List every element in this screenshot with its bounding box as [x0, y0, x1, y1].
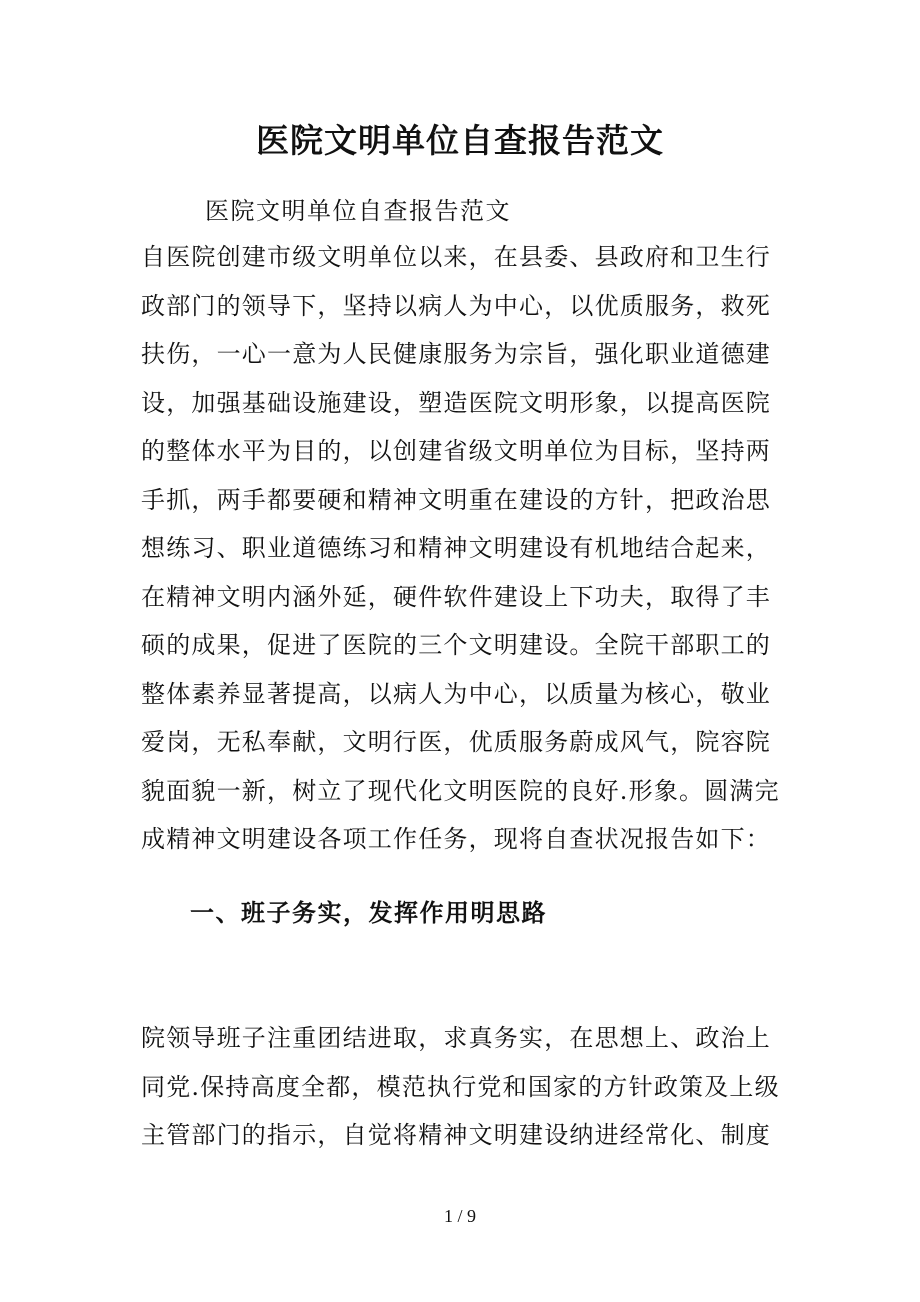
text-line: 成精神文明建设各项工作任务，现将自查状况报告如下：	[141, 825, 771, 853]
document-subtitle: 医院文明单位自查报告范文	[205, 197, 511, 225]
section-heading: 一、班子务实，发挥作用明思路	[190, 898, 547, 927]
page-number: 1 / 9	[443, 1206, 476, 1226]
text-line: 同党.保持高度全都，模范执行党和国家的方针政策及上级	[141, 1072, 780, 1101]
text-line: 手抓，两手都要硬和精神文明重在建设的方针，把政治思	[141, 485, 771, 514]
text-line: 硕的成果，促进了医院的三个文明建设。全院干部职工的	[141, 631, 771, 659]
paragraph-section1	[141, 1014, 781, 1160]
document-title: 医院文明单位自查报告范文	[256, 121, 664, 160]
text-line: 扶伤，一心一意为人民健康服务为宗旨，强化职业道德建	[141, 340, 771, 368]
text-line: 想练习、职业道德练习和精神文明建设有机地结合起来，	[141, 534, 771, 562]
text-line: 的整体水平为目的，以创建省级文明单位为目标，坚持两	[141, 437, 771, 465]
text-line: 院领导班子注重团结进取，求真务实，在思想上、政治上	[141, 1024, 771, 1052]
text-line: 自医院创建市级文明单位以来，在县委、县政府和卫生行	[141, 243, 771, 271]
text-line: 设，加强基础设施建设，塑造医院文明形象，以提高医院	[141, 388, 771, 417]
text-line: 貌面貌一新，树立了现代化文明医院的良好.形象。圆满完	[141, 776, 780, 805]
text-line: 政部门的领导下，坚持以病人为中心，以优质服务，救死	[141, 291, 771, 320]
paragraph-intro	[141, 233, 781, 864]
text-line: 主管部门的指示，自觉将精神文明建设纳进经常化、制度	[141, 1121, 771, 1149]
text-line: 爱岗，无私奉献，文明行医，优质服务蔚成风气，院容院	[141, 728, 771, 756]
text-line: 整体素养显著提高，以病人为中心，以质量为核心，敬业	[141, 679, 771, 708]
text-line: 在精神文明内涵外延，硬件软件建设上下功夫，取得了丰	[141, 582, 771, 611]
